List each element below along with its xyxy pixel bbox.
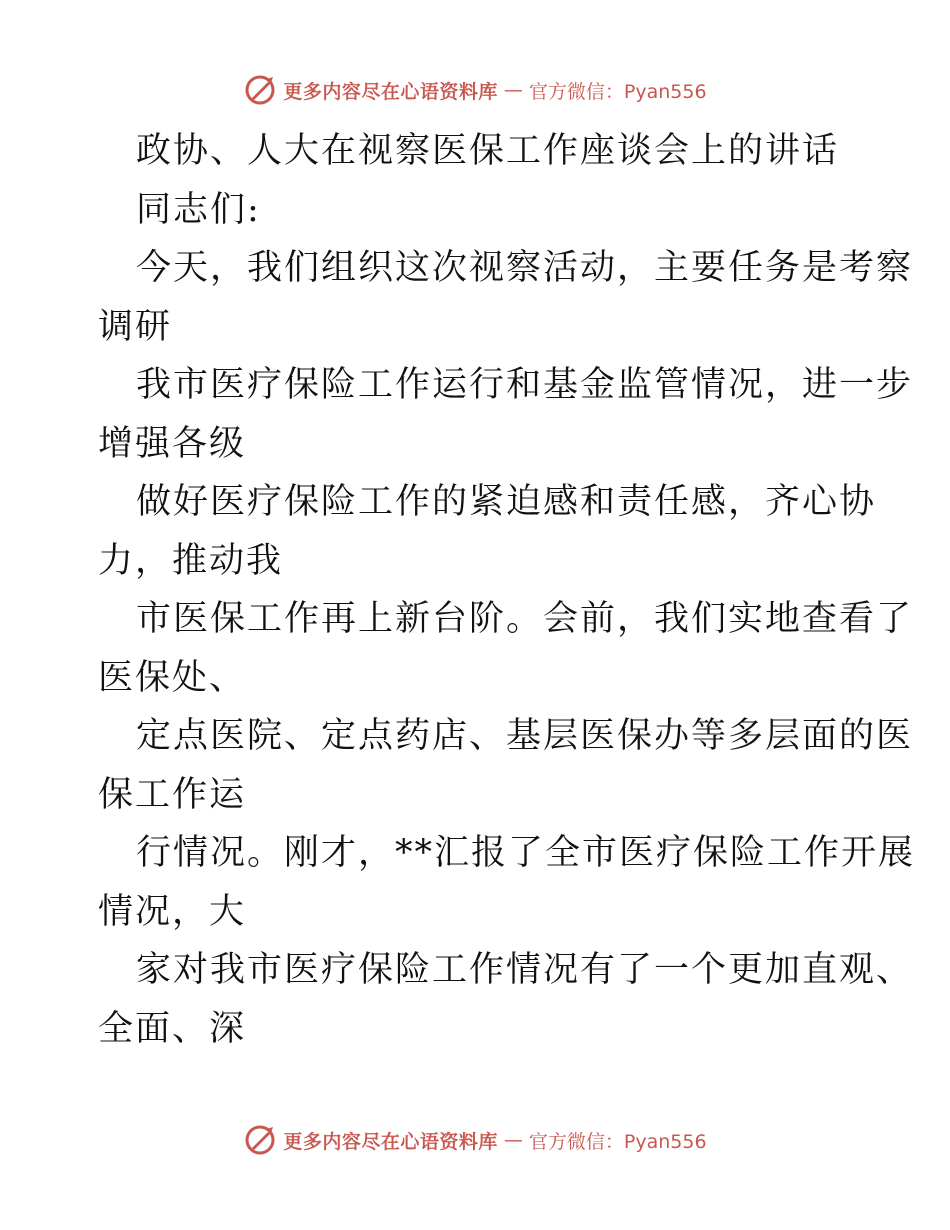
banner-text: 更多内容尽在心语资料库 bbox=[283, 1130, 498, 1153]
banner-text: 更多内容尽在心语资料库 bbox=[283, 80, 498, 103]
quill-circle-logo-icon bbox=[243, 1123, 277, 1157]
body-line: 全面、深 bbox=[98, 1008, 247, 1049]
body-line: 力，推动我 bbox=[98, 540, 284, 581]
body-line: 行情况。刚才，**汇报了全市医疗保险工作开展 bbox=[136, 833, 916, 873]
document-body bbox=[98, 122, 916, 1058]
banner-dash: — bbox=[503, 1129, 523, 1151]
body-line: 增强各级 bbox=[98, 423, 247, 464]
body-line: 我市医疗保险工作运行和基金监管情况，进一步 bbox=[136, 365, 914, 405]
body-line: 医保处、 bbox=[98, 657, 247, 698]
footer-banner bbox=[0, 1120, 950, 1160]
header-banner bbox=[0, 70, 950, 110]
body-line: 保工作运 bbox=[98, 774, 247, 815]
body-line: 定点医院、定点药店、基层医保办等多层面的医 bbox=[136, 716, 914, 756]
document-title: 政协、人大在视察医保工作座谈会上的讲话 bbox=[136, 131, 840, 171]
body-line: 市医保工作再上新台阶。会前，我们实地查看了 bbox=[136, 599, 914, 639]
body-line: 调研 bbox=[98, 306, 173, 347]
banner-wechat: 官方微信：Pyan556 bbox=[528, 80, 707, 103]
salutation: 同志们: bbox=[136, 189, 261, 230]
body-line: 家对我市医疗保险工作情况有了一个更加直观、 bbox=[136, 950, 914, 990]
body-line: 情况，大 bbox=[98, 891, 247, 932]
quill-circle-logo-icon bbox=[243, 73, 277, 107]
banner-dash: — bbox=[503, 79, 523, 101]
body-line: 做好医疗保险工作的紧迫感和责任感，齐心协 bbox=[136, 482, 877, 522]
body-line: 今天，我们组织这次视察活动，主要任务是考察 bbox=[136, 248, 914, 288]
banner-wechat: 官方微信：Pyan556 bbox=[528, 1130, 707, 1153]
